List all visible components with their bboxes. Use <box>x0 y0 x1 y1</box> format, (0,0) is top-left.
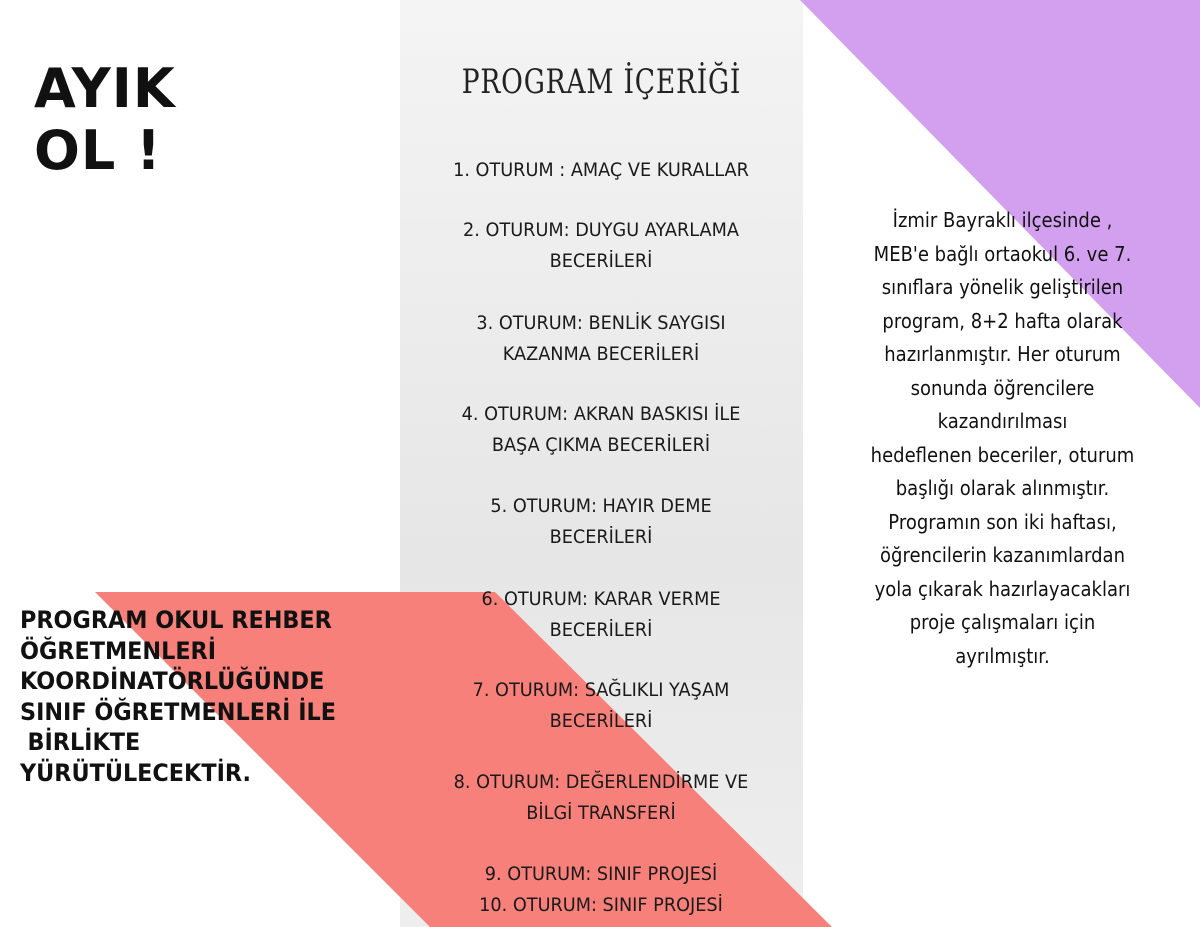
main-title-line-1: AYIK <box>34 57 176 120</box>
coordination-note <box>20 605 336 788</box>
description-line: Programın son iki haftası, <box>888 509 1117 534</box>
description-line: öğrencilerin kazanımlardan <box>880 543 1125 567</box>
session-4-line-1: 4. OTURUM: AKRAN BASKISI İLE <box>461 403 741 425</box>
coordination-line: YÜRÜTÜLECEKTİR. <box>20 758 251 787</box>
description-line: program, 8+2 hafta olarak <box>882 308 1123 333</box>
description-line: hazırlanmıştır. Her oturum <box>884 342 1121 366</box>
session-5 <box>422 491 781 553</box>
session-6-line-1: 6. OTURUM: KARAR VERME <box>481 588 721 610</box>
program-heading: PROGRAM İÇERİĞİ <box>461 62 742 102</box>
session-1 <box>422 155 781 186</box>
description-line: yola çıkarak hazırlayacakları <box>874 576 1131 601</box>
session-5-line-2: BECERİLERİ <box>549 526 653 548</box>
description-line: sonunda öğrencilere <box>910 375 1095 400</box>
session-4 <box>422 399 781 461</box>
session-6-line-2: BECERİLERİ <box>549 619 653 641</box>
session-7 <box>422 675 781 737</box>
main-title-line-2: OL ! <box>34 119 162 182</box>
session-8-line-2: BİLGİ TRANSFERİ <box>526 802 676 824</box>
session-7-line-2: BECERİLERİ <box>549 710 653 732</box>
description-line: MEB'e bağlı ortaokul 6. ve 7. <box>873 241 1132 266</box>
session-2-line-1: 2. OTURUM: DUYGU AYARLAMA <box>463 219 739 241</box>
session-8-line-1: 8. OTURUM: DEĞERLENDİRME VE <box>453 771 749 793</box>
description-line: hedeflenen beceriler, oturum <box>870 442 1135 467</box>
session-2-line-2: BECERİLERİ <box>549 250 653 272</box>
session-6 <box>422 584 781 646</box>
session-10-line: 10. OTURUM: SINIF PROJESİ <box>479 894 723 916</box>
session-3-line-1: 3. OTURUM: BENLİK SAYGISI <box>476 312 726 334</box>
session-5-line-1: 5. OTURUM: HAYIR DEME <box>490 495 712 517</box>
session-1-line-1: 1. OTURUM : AMAÇ VE KURALLAR <box>453 159 749 181</box>
main-title <box>34 58 176 182</box>
session-3 <box>422 308 781 370</box>
coordination-line: ÖĞRETMENLERİ <box>20 636 217 665</box>
coordination-line: KOORDİNATÖRLÜĞÜNDE <box>20 667 325 695</box>
description-line: ayrılmıştır. <box>955 643 1050 668</box>
session-9-10 <box>422 859 781 921</box>
session-9-line: 9. OTURUM: SINIF PROJESİ <box>484 863 718 885</box>
session-4-line-2: BAŞA ÇIKMA BECERİLERİ <box>491 434 711 456</box>
session-2 <box>422 215 781 277</box>
description-line: İzmir Bayraklı ilçesinde , <box>892 208 1113 232</box>
description-line: kazandırılması <box>937 409 1068 433</box>
coordination-line: SINIF ÖĞRETMENLERİ İLE <box>20 697 336 726</box>
description-line: başlığı olarak alınmıştır. <box>895 476 1110 500</box>
session-3-line-2: KAZANMA BECERİLERİ <box>502 343 700 365</box>
description-line: proje çalışmaları için <box>909 610 1096 634</box>
coordination-line: PROGRAM OKUL REHBER <box>20 606 332 634</box>
coordination-line: BİRLİKTE <box>27 728 141 756</box>
description-line: sınıflara yönelik geliştirilen <box>881 275 1124 299</box>
session-7-line-1: 7. OTURUM: SAĞLIKLI YAŞAM <box>472 679 730 701</box>
program-description <box>852 204 1154 673</box>
session-8 <box>422 767 781 829</box>
